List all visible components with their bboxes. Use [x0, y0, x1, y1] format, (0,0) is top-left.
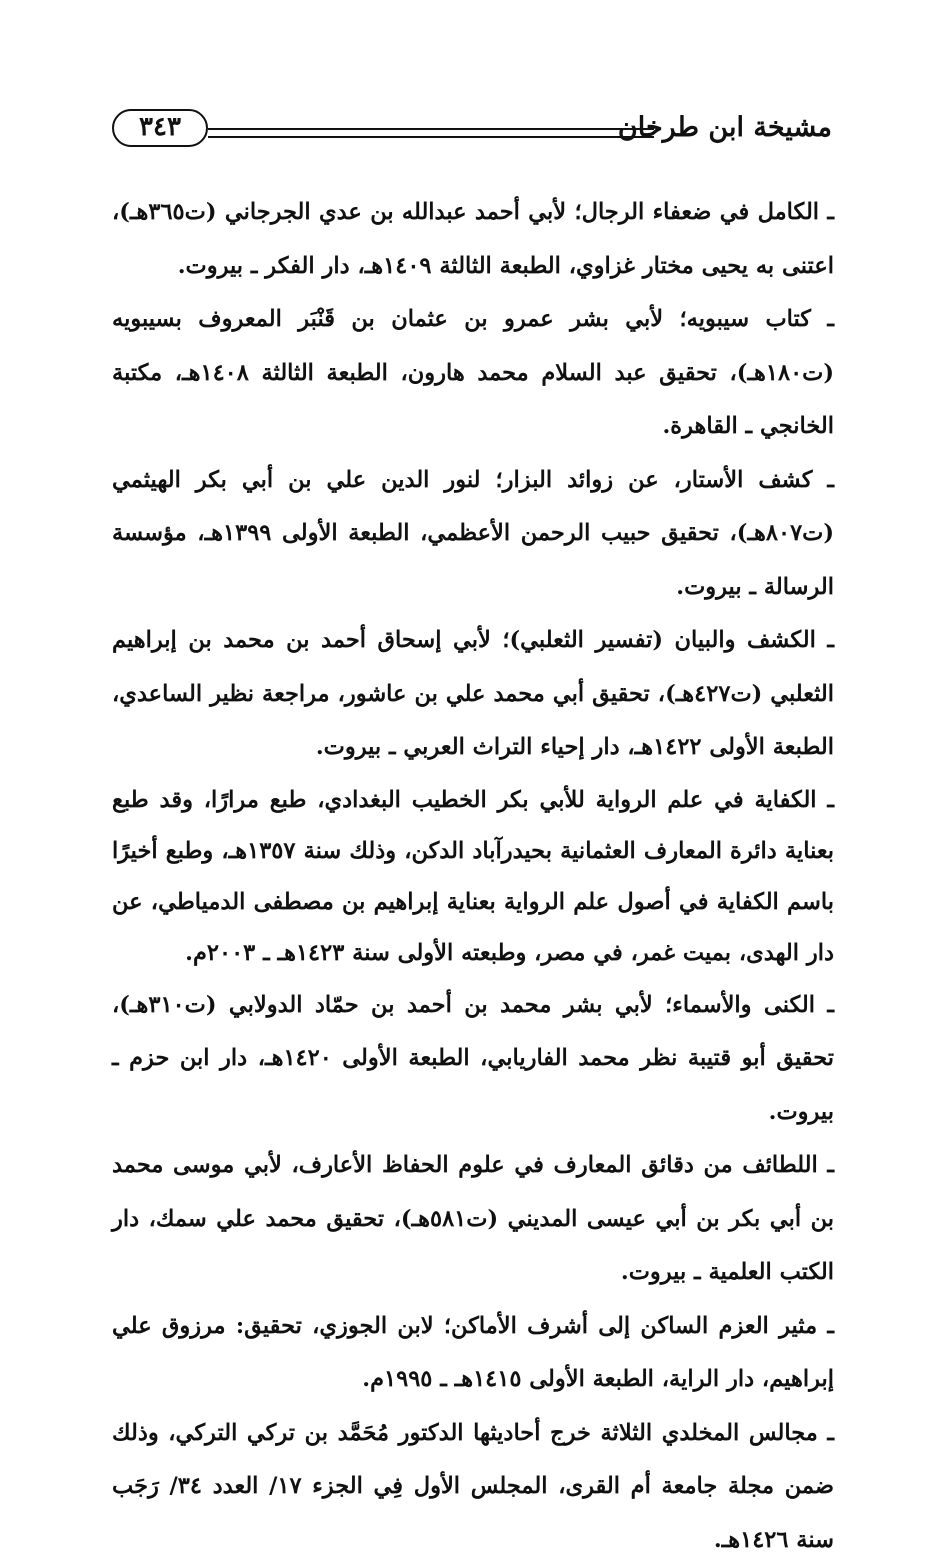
running-title: مشيخة ابن طرخان: [618, 112, 832, 143]
page-header: [112, 104, 832, 160]
bibliography-entry: ـ مثير العزم الساكن إلى أشرف الأماكن؛ لابن الجوزي، تحقيق: مرزوق علي إبراهيم، دار الراية، الطبعة الأولى ١٤١٥هـ ـ ١٩٩٥م.: [112, 1300, 834, 1407]
bibliography-entry: ـ الكامل في ضعفاء الرجال؛ لأبي أحمد عبدالله بن عدي الجرجاني (ت٣٦٥هـ)، اعتنى به يحيى مختار غزاوي، الطبعة الثالثة ١٤٠٩هـ، دار الفكر ـ بيروت.: [112, 186, 834, 293]
header-double-rule: [208, 128, 654, 138]
bibliography-entry: ـ الكنى والأسماء؛ لأبي بشر محمد بن أحمد بن حمّاد الدولابي (ت٣١٠هـ)، تحقيق أبو قتيبة نظر محمد الفاريابي، الطبعة الأولى ١٤٢٠هـ، دار ابن حزم ـ بيروت.: [112, 979, 834, 1140]
page-number: ٣٤٣: [112, 109, 208, 147]
bibliography-entry: ـ مجالس المخلدي الثلاثة خرج أحاديثها الدكتور مُحَمَّد بن تركي التركي، وذلك ضمن مجلة جامعة أم القرى، المجلس الأول فِي الجزء ١٧/ العدد ٣٤/ رَجَب سنة ١٤٢٦هـ.: [112, 1407, 834, 1567]
bibliography-entry: ـ اللطائف من دقائق المعارف في علوم الحفاظ الأعارف، لأبي موسى محمد بن أبي بكر بن أبي عيسى المديني (ت٥٨١هـ)، تحقيق محمد علي سمك، دار الكتب العلمية ـ بيروت.: [112, 1139, 834, 1300]
bibliography-entry: ـ كشف الأستار، عن زوائد البزار؛ لنور الدين علي بن أبي بكر الهيثمي (ت٨٠٧هـ)، تحقيق حبيب الرحمن الأعظمي، الطبعة الأولى ١٣٩٩هـ، مؤسسة الرسالة ـ بيروت.: [112, 454, 834, 615]
bibliography-entry: ـ الكفاية في علم الرواية للأبي بكر الخطيب البغدادي، طبع مرارًا، وقد طبع بعناية دائرة المعارف العثمانية بحيدرآباد الدكن، وذلك سنة ١٣٥٧هـ، وطبع أخيرًا باسم الكفاية في أصول علم الرواية بعناية إبراهيم بن مصطفى الدمياطي، عن دار الهدى، بميت غمر، في مصر، وطبعته الأولى سنة ١٤٢٣هـ ـ ٢٠٠٣م.: [112, 775, 834, 979]
bibliography-list: [112, 186, 834, 1567]
bibliography-entry: ـ الكشف والبيان (تفسير الثعلبي)؛ لأبي إسحاق أحمد بن محمد بن إبراهيم الثعلبي (ت٤٢٧هـ)، تحقيق أبي محمد علي بن عاشور، مراجعة نظير الساعدي، الطبعة الأولى ١٤٢٢هـ، دار إحياء التراث العربي ـ بيروت.: [112, 614, 834, 775]
bibliography-entry: ـ كتاب سيبويه؛ لأبي بشر عمرو بن عثمان بن قَنْبَر المعروف بسيبويه (ت١٨٠هـ)، تحقيق عبد السلام محمد هارون، الطبعة الثالثة ١٤٠٨هـ، مكتبة الخانجي ـ القاهرة.: [112, 293, 834, 454]
